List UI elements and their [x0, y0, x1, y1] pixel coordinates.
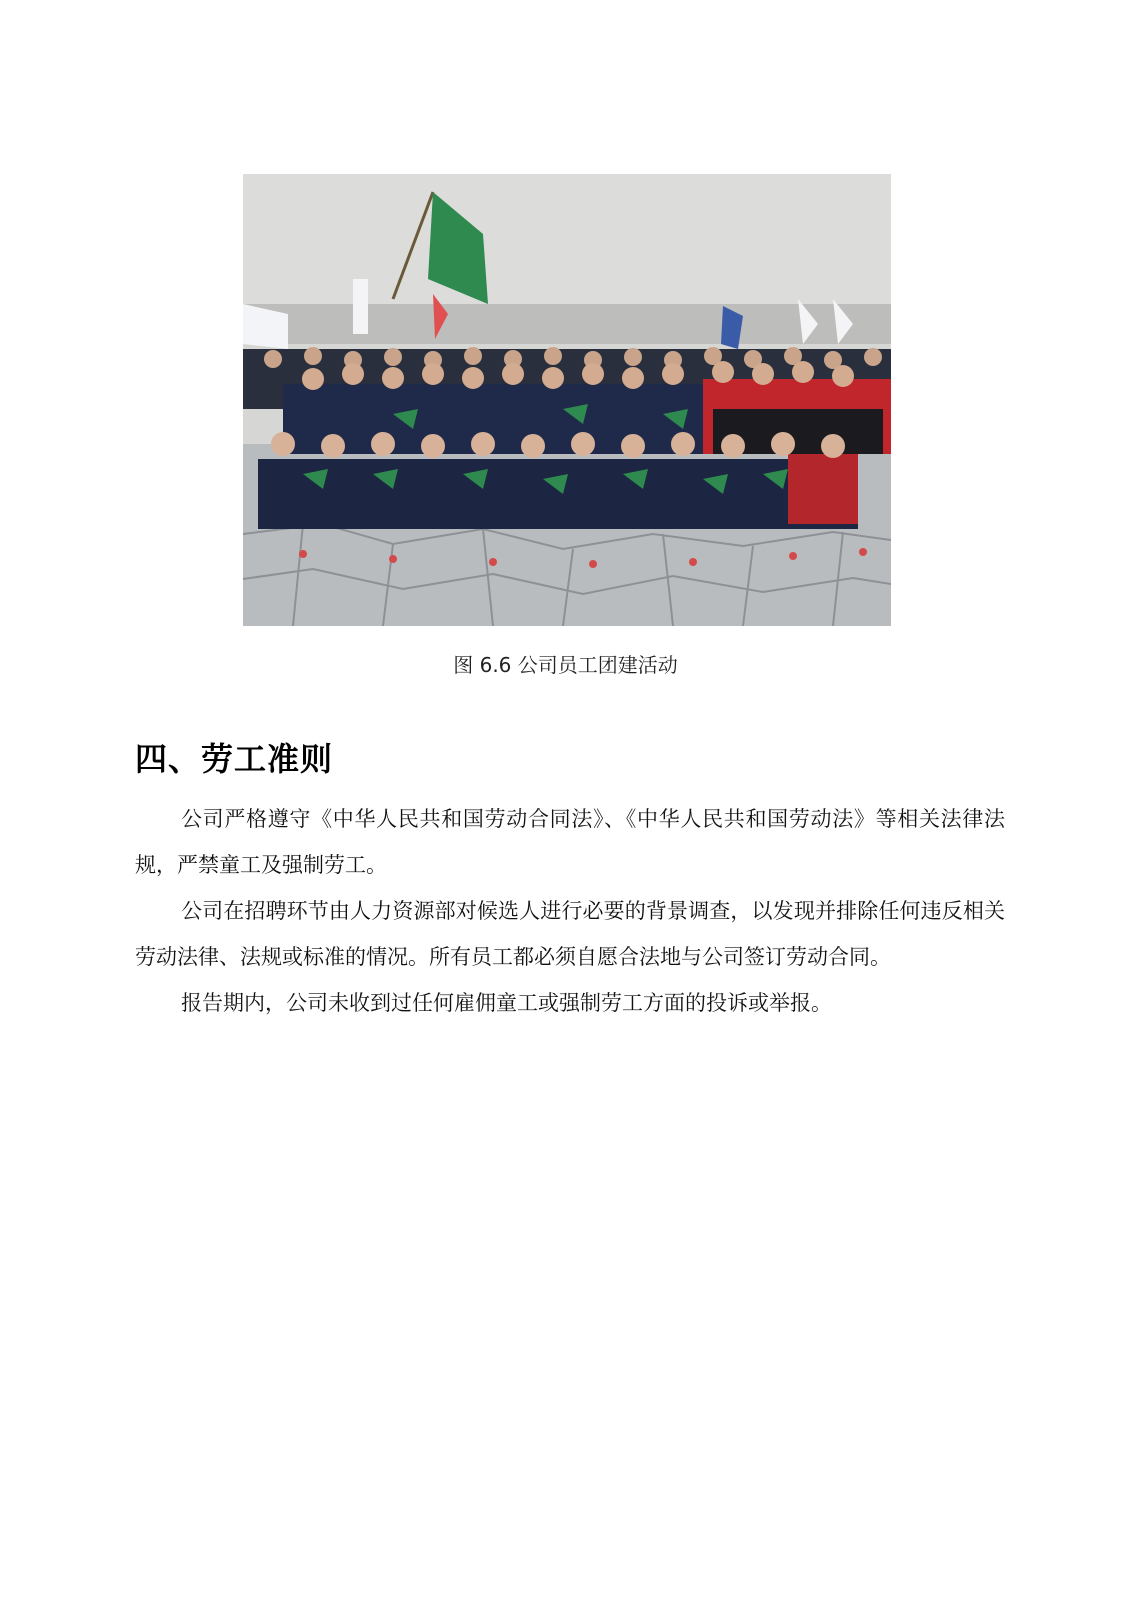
section-body [135, 796, 1005, 1026]
paragraph: 报告期内，公司未收到过任何雇佣童工或强制劳工方面的投诉或举报。 [181, 991, 832, 1015]
team-building-photo-illustration [243, 174, 891, 626]
figure-caption: 图 6.6 公司员工团建活动 [453, 653, 678, 677]
paragraph: 公司严格遵守《中华人民共和国劳动合同法》、《中华人民共和国劳动法》等相关法律法规，严禁童工及强制劳工。 [135, 807, 1005, 877]
section-heading: 四、劳工准则 [135, 740, 334, 778]
paragraph: 公司在招聘环节由人力资源部对候选人进行必要的背景调查，以发现并排除任何违反相关劳动法律、法规或标准的情况。所有员工都必须自愿合法地与公司签订劳动合同。 [135, 899, 1005, 969]
team-building-photo [243, 174, 891, 626]
